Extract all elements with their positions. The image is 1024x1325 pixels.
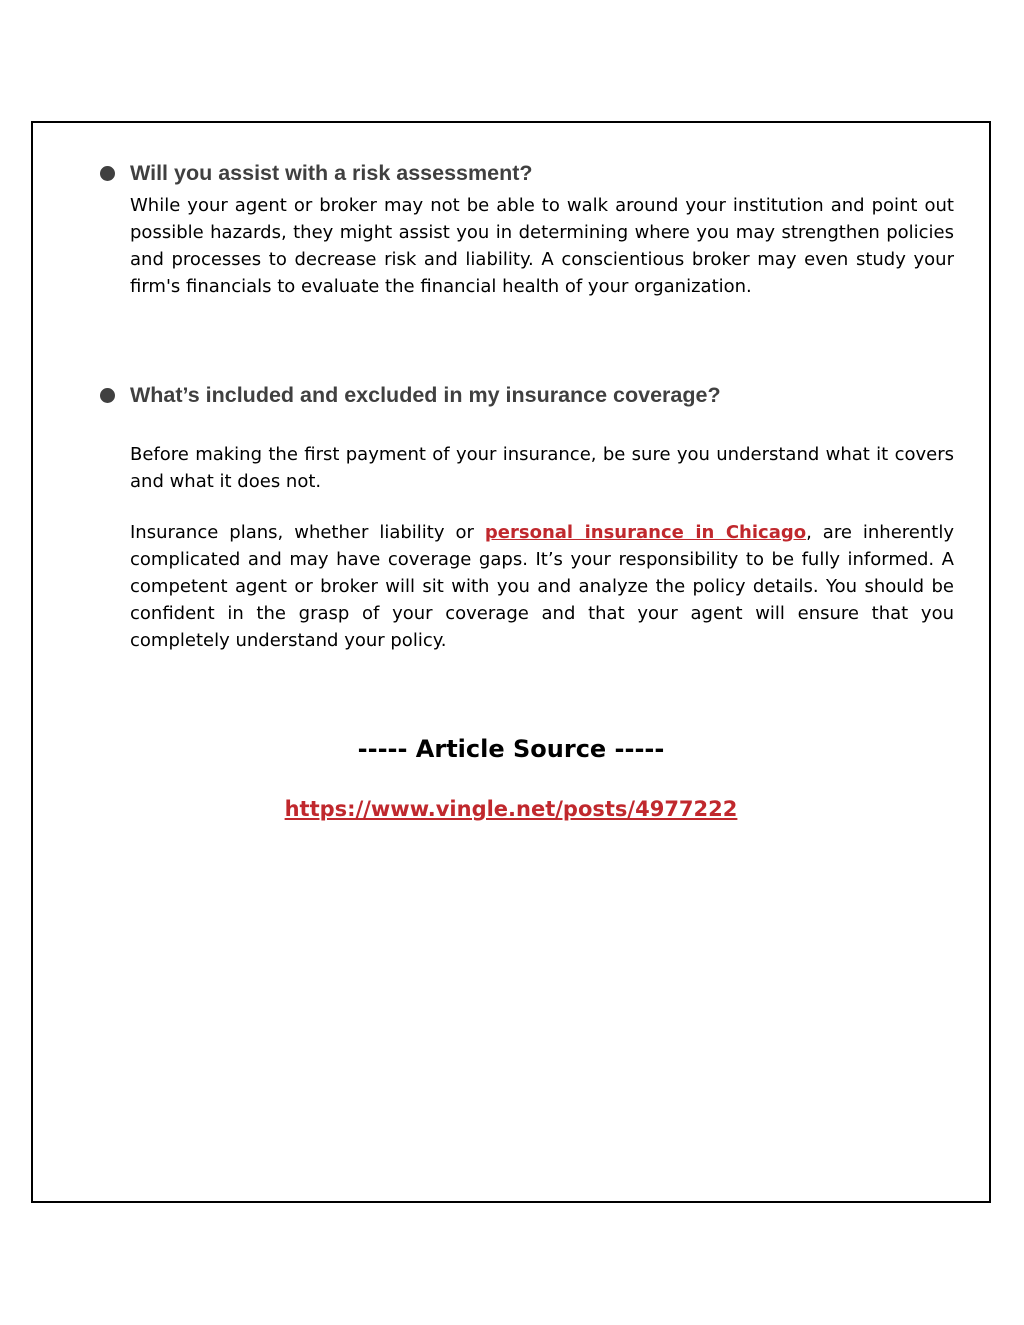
page-frame [31,121,991,1203]
bullet-icon [100,166,115,181]
heading-text: What’s included and excluded in my insurance coverage? [130,383,721,407]
section-heading-risk-assessment [100,161,960,186]
risk-assessment-paragraph: While your agent or broker may not be able to walk around your institution and point out possible hazards, they might assist you in determining where you may strengthen policies and processes to decrease risk and liability. A conscientious broker may even study your firm's financials to evaluate the financial health of your organization. [130,195,954,297]
heading-text: Will you assist with a risk assessment? [130,161,533,185]
coverage-paragraph-2 [130,519,954,654]
bullet-icon [100,388,115,403]
personal-insurance-link[interactable]: personal insurance in Chicago [484,522,807,543]
article-source-title: ----- Article Source ----- [357,735,665,763]
coverage-paragraph-1: Before making the first payment of your insurance, be sure you understand what it covers and what it does not. [130,444,954,492]
paragraph-text-before-link: Insurance plans, whether liability or [130,522,485,543]
section-heading-coverage [100,383,960,408]
paragraph-text-after-link: , are inherently complicated and may have coverage gaps. It’s your responsibility to be fully informed. A competent agent or broker will sit with you and analyze the policy details. You should be confident in the grasp of your coverage and that your agent will ensure that you completely understand your policy. [130,522,954,651]
article-source-link[interactable]: https://www.vingle.net/posts/4977222 [284,797,738,821]
